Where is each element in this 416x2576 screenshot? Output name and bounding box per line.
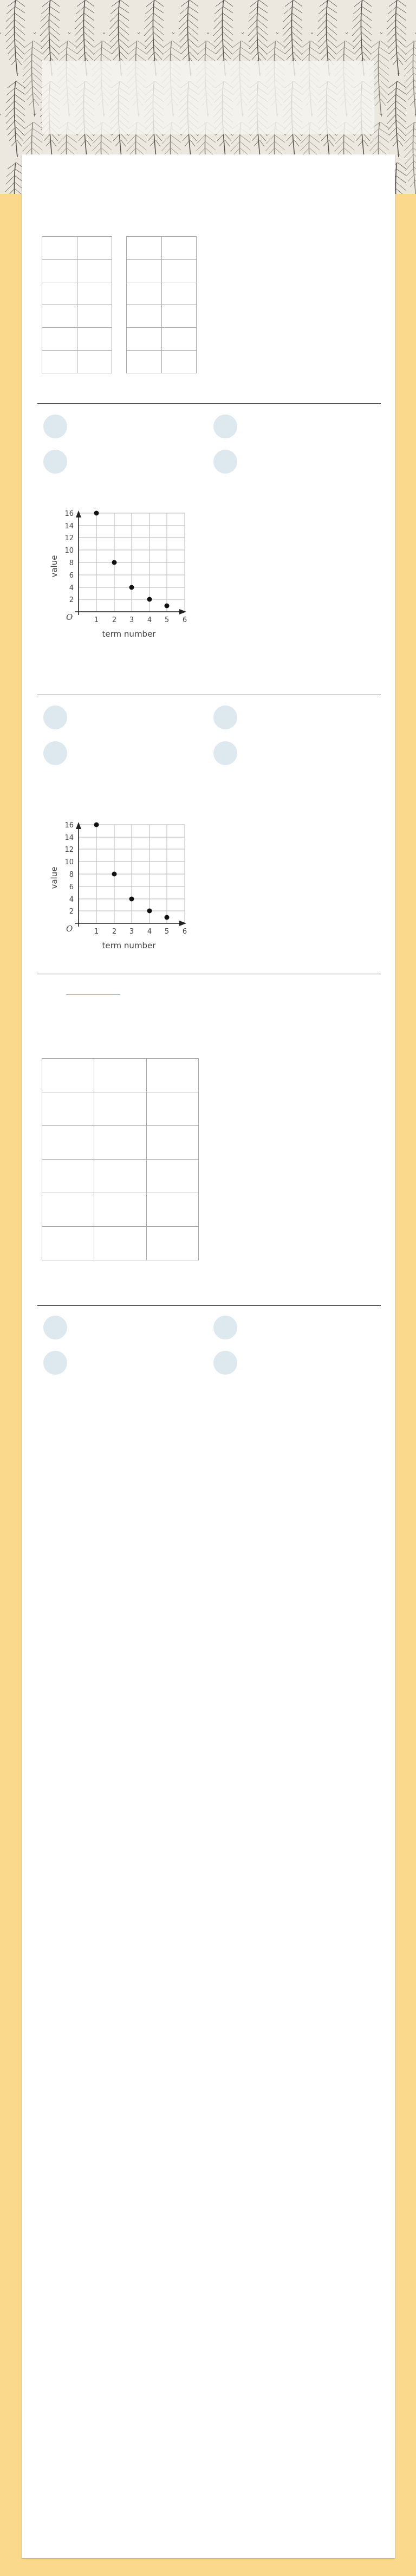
svg-text:14: 14 (64, 522, 74, 530)
svg-text:2: 2 (69, 908, 74, 916)
table-cell (146, 1193, 198, 1227)
table-header (94, 1059, 146, 1092)
table-header (161, 237, 197, 260)
svg-text:term number: term number (102, 941, 156, 950)
hk-table-1 (42, 1058, 199, 1260)
svg-text:6: 6 (182, 928, 187, 936)
choice-a[interactable] (43, 415, 79, 438)
svg-text:4: 4 (69, 584, 74, 592)
svg-text:1: 1 (94, 928, 99, 936)
table-cell (42, 305, 77, 328)
scatter-graph-2 (32, 815, 200, 956)
table-cell (161, 305, 197, 328)
table-cell (42, 1227, 94, 1260)
table-cell (146, 1160, 198, 1193)
choice-c[interactable] (43, 742, 79, 765)
table-cell (77, 282, 112, 305)
letter-b-bubble (213, 415, 237, 438)
svg-text:O: O (66, 612, 73, 622)
divider (37, 403, 381, 404)
table-cell (77, 328, 112, 351)
svg-text:12: 12 (64, 534, 74, 542)
svg-text:14: 14 (64, 834, 74, 842)
table-cell (42, 1160, 94, 1193)
title-box (42, 61, 374, 134)
table-cell (94, 1193, 146, 1227)
svg-text:5: 5 (164, 616, 170, 624)
letter-d-bubble (213, 450, 237, 474)
svg-text:4: 4 (147, 616, 152, 624)
table-cell (42, 351, 77, 373)
choice-c[interactable] (43, 1351, 79, 1374)
table-header (77, 237, 112, 260)
table-cell (77, 260, 112, 282)
table-cell (42, 282, 77, 305)
table-cell (42, 1092, 94, 1126)
table-cell (42, 1126, 94, 1160)
table-cell (42, 328, 77, 351)
table-cell (161, 351, 197, 373)
svg-text:8: 8 (69, 871, 74, 879)
svg-text:2: 2 (69, 596, 74, 604)
choice-a[interactable] (43, 1316, 79, 1339)
svg-text:4: 4 (69, 896, 74, 904)
table-cell (42, 260, 77, 282)
svg-text:O: O (66, 924, 73, 934)
svg-text:3: 3 (129, 616, 134, 624)
svg-text:5: 5 (164, 928, 170, 936)
letter-d-bubble (213, 741, 237, 765)
table-header (127, 237, 162, 260)
table-cell (94, 1092, 146, 1126)
table-header (146, 1059, 198, 1092)
choice-b[interactable] (213, 1316, 249, 1339)
table-cell (77, 351, 112, 373)
svg-text:6: 6 (69, 883, 74, 891)
letter-d-bubble (213, 1351, 237, 1375)
letter-b-bubble (213, 706, 237, 729)
choice-b[interactable] (213, 415, 249, 438)
table-cell (127, 305, 162, 328)
choice-a[interactable] (43, 706, 79, 729)
letter-a-bubble (43, 415, 67, 438)
table-cell (146, 1092, 198, 1126)
letter-b-bubble (213, 1316, 237, 1339)
svg-text:6: 6 (182, 616, 187, 624)
choice-c[interactable] (43, 450, 79, 473)
svg-text:2: 2 (112, 928, 117, 936)
choice-b[interactable] (213, 706, 249, 729)
table-header (42, 1059, 94, 1092)
letter-c-bubble (43, 1351, 67, 1375)
letter-a-bubble (43, 1316, 67, 1339)
svg-text:10: 10 (64, 547, 74, 555)
table-cell (127, 282, 162, 305)
table-cell (161, 282, 197, 305)
table-cell (127, 328, 162, 351)
table-cell (94, 1126, 146, 1160)
svg-text:16: 16 (64, 821, 74, 830)
table-cell (77, 305, 112, 328)
svg-text:12: 12 (64, 846, 74, 854)
table-header (42, 237, 77, 260)
svg-text:2: 2 (112, 616, 117, 624)
svg-text:3: 3 (129, 928, 134, 936)
table-cell (161, 328, 197, 351)
svg-text:value: value (49, 866, 59, 889)
table-cell (146, 1126, 198, 1160)
f-table (42, 236, 112, 373)
scatter-graph-1 (32, 504, 200, 645)
svg-text:term number: term number (102, 629, 156, 639)
choice-d[interactable] (213, 1351, 249, 1374)
table-cell (42, 1193, 94, 1227)
svg-text:1: 1 (94, 616, 99, 624)
svg-text:16: 16 (64, 510, 74, 518)
table-cell (146, 1227, 198, 1260)
svg-text:6: 6 (69, 572, 74, 580)
table-cell (94, 1160, 146, 1193)
table-cell (127, 351, 162, 373)
svg-text:4: 4 (147, 928, 152, 936)
letter-c-bubble (43, 741, 67, 765)
svg-text:8: 8 (69, 559, 74, 567)
letter-c-bubble (43, 450, 67, 474)
letter-a-bubble (43, 706, 67, 729)
f0-answer-input[interactable] (66, 994, 120, 995)
worksheet-card (22, 154, 395, 2558)
divider (37, 1305, 381, 1306)
svg-text:10: 10 (64, 858, 74, 866)
choice-d[interactable] (213, 450, 249, 473)
g-table (126, 236, 197, 373)
table-cell (94, 1227, 146, 1260)
table-cell (161, 260, 197, 282)
choice-d[interactable] (213, 742, 249, 765)
table-cell (127, 260, 162, 282)
svg-text:value: value (49, 555, 59, 578)
